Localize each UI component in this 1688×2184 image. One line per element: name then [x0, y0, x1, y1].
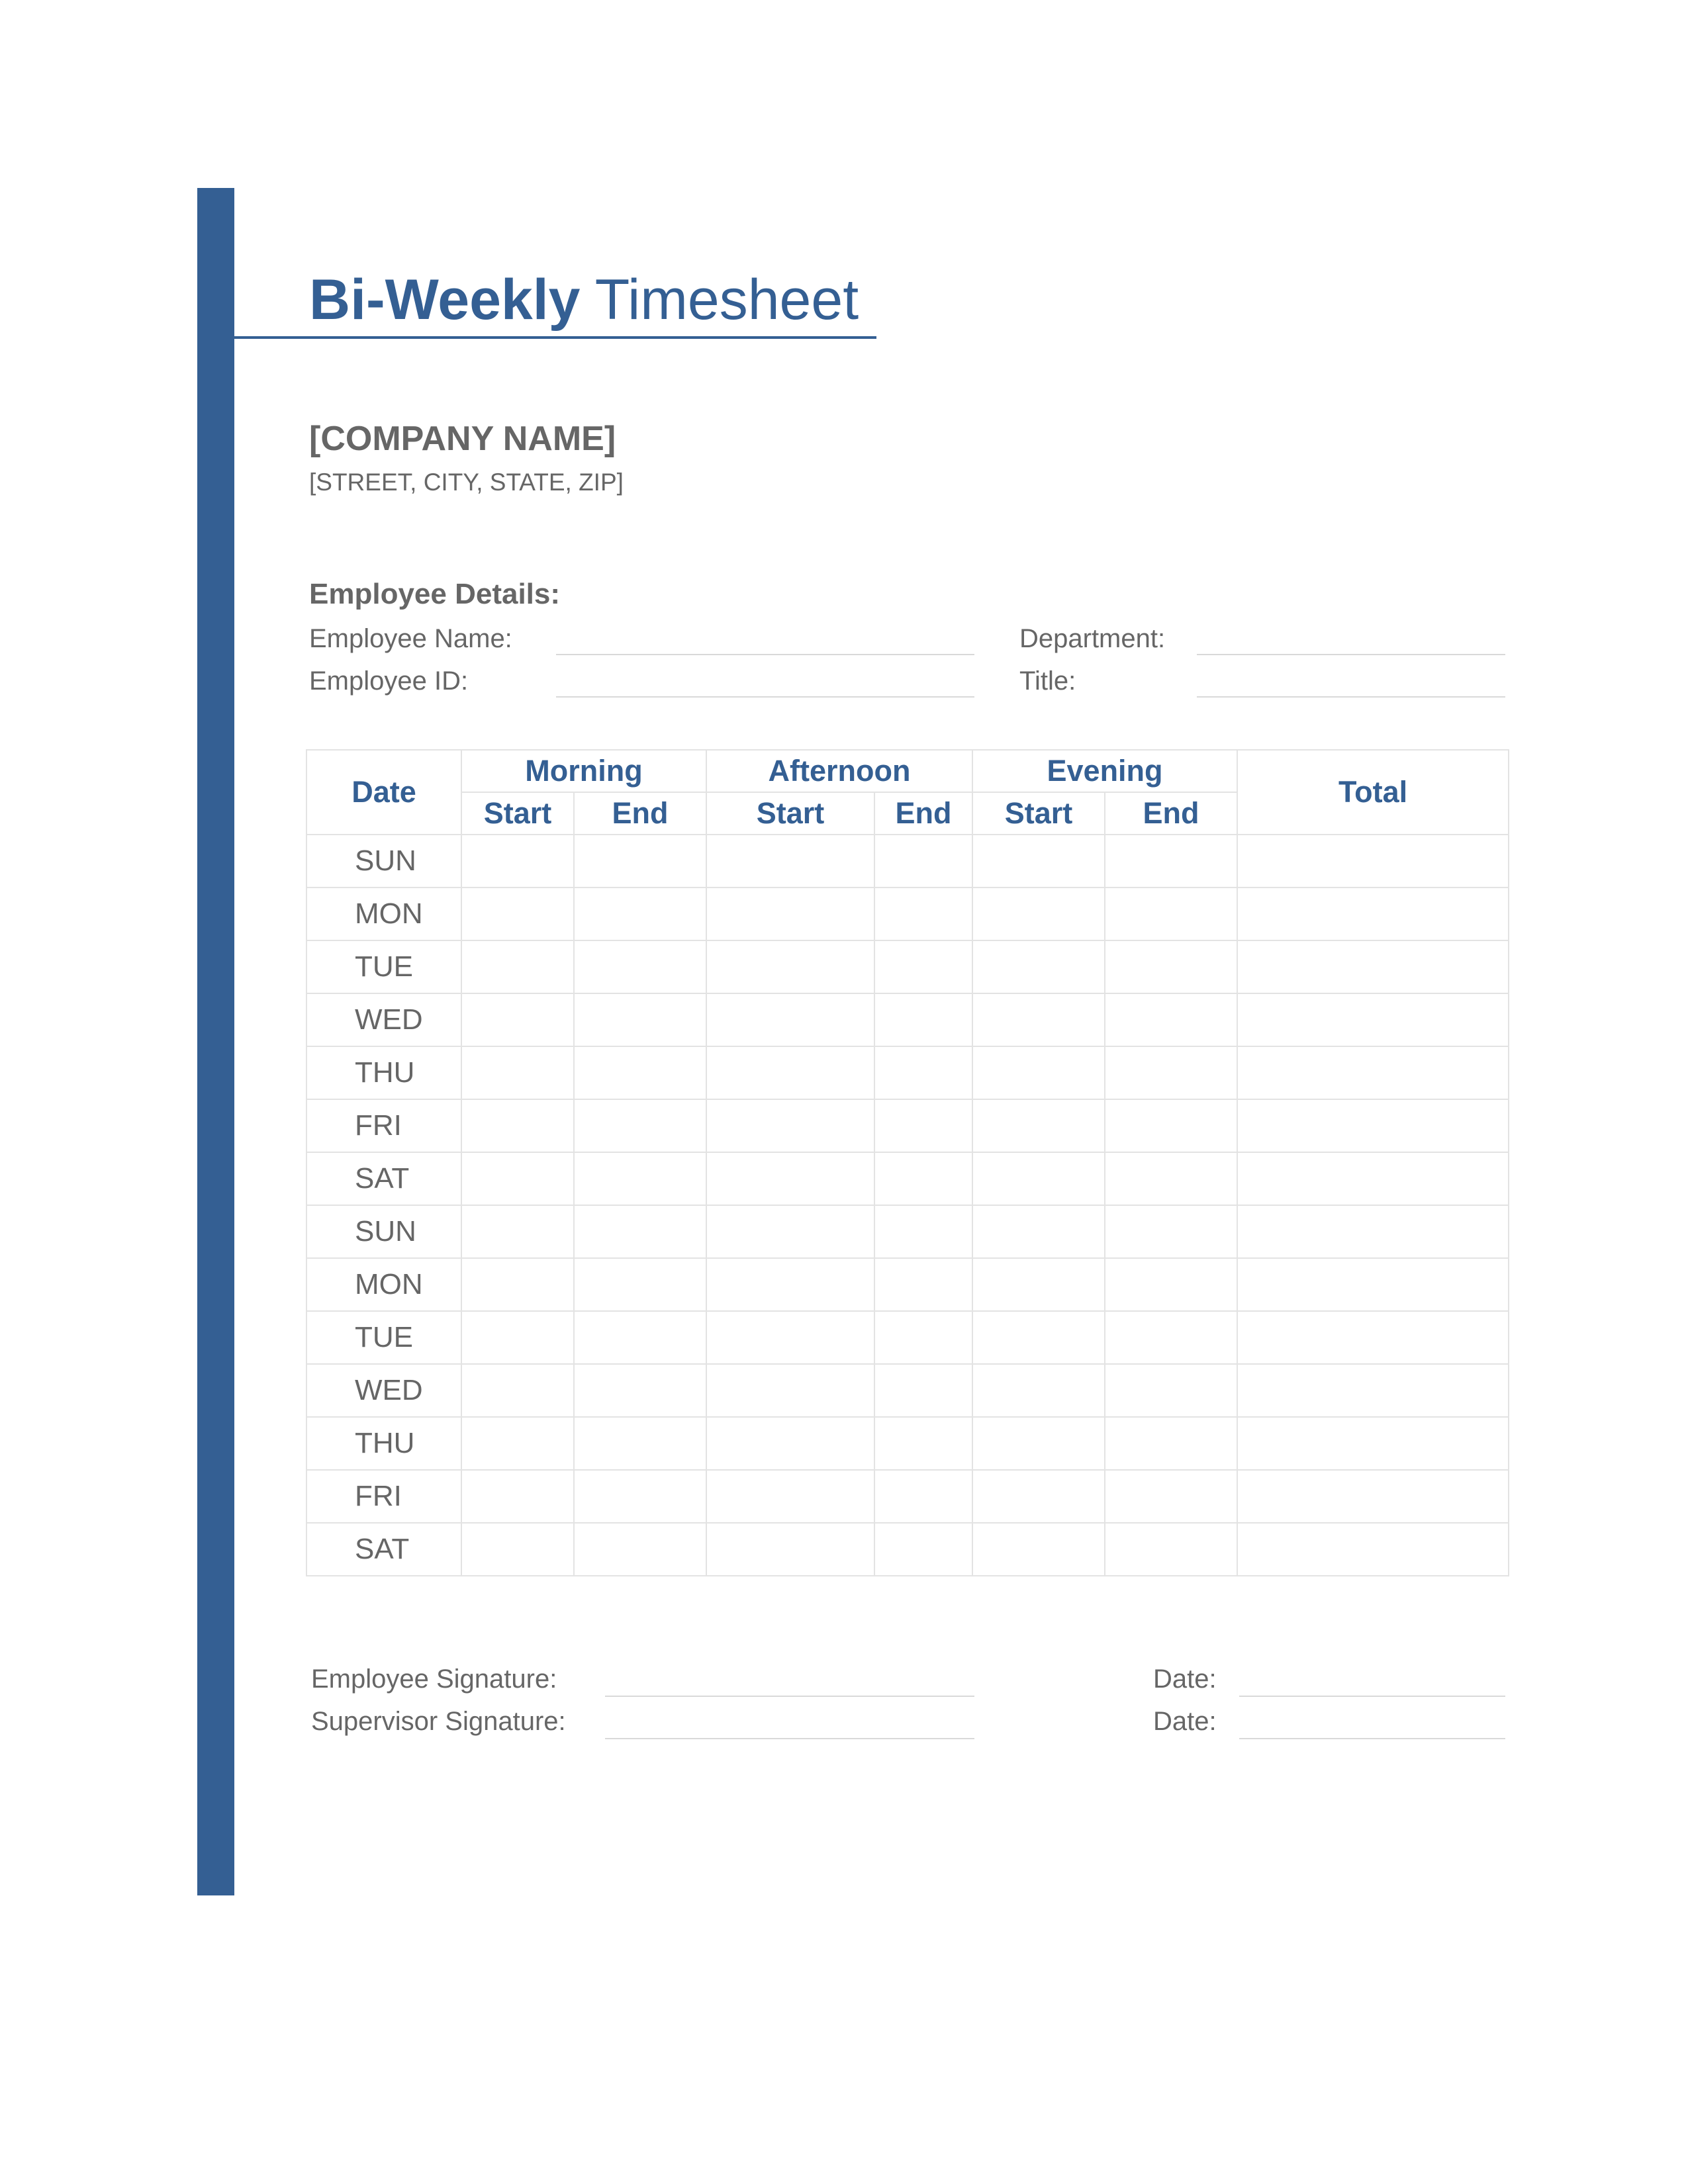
- evening-end-cell[interactable]: [1105, 1205, 1237, 1258]
- evening-start-cell[interactable]: [972, 993, 1105, 1046]
- evening-end-cell[interactable]: [1105, 1258, 1237, 1311]
- afternoon-start-cell[interactable]: [706, 1152, 874, 1205]
- total-cell[interactable]: [1237, 940, 1509, 993]
- morning-end-cell[interactable]: [574, 1417, 706, 1470]
- table-row: [306, 993, 1509, 1046]
- total-cell[interactable]: [1237, 1258, 1509, 1311]
- day-cell: SUN: [306, 1205, 461, 1258]
- department-label: Department:: [1019, 624, 1166, 653]
- employee-date-label: Date:: [1153, 1664, 1217, 1694]
- total-cell[interactable]: [1237, 1417, 1509, 1470]
- afternoon-start-cell[interactable]: [706, 940, 874, 993]
- afternoon-end-cell[interactable]: [874, 1523, 972, 1576]
- afternoon-start-cell[interactable]: [706, 1046, 874, 1099]
- evening-end-cell[interactable]: [1105, 887, 1237, 940]
- morning-start-cell[interactable]: [461, 1099, 574, 1152]
- afternoon-start-cell[interactable]: [706, 1417, 874, 1470]
- total-cell[interactable]: [1237, 1152, 1509, 1205]
- morning-end-header: End: [574, 792, 706, 835]
- evening-start-header: Start: [972, 792, 1105, 835]
- employee-date-field[interactable]: [1239, 1696, 1505, 1697]
- day-cell: SAT: [306, 1152, 461, 1205]
- afternoon-start-cell[interactable]: [706, 1470, 874, 1523]
- day-cell: MON: [306, 887, 461, 940]
- morning-start-cell[interactable]: [461, 1258, 574, 1311]
- employee-id-label: Employee ID:: [309, 666, 469, 696]
- evening-start-cell[interactable]: [972, 940, 1105, 993]
- evening-header: Evening: [972, 750, 1237, 792]
- company-name: [COMPANY NAME]: [309, 420, 616, 458]
- table-row: [306, 1311, 1509, 1364]
- afternoon-end-cell[interactable]: [874, 993, 972, 1046]
- afternoon-start-cell[interactable]: [706, 1311, 874, 1364]
- morning-end-cell[interactable]: [574, 993, 706, 1046]
- evening-end-cell[interactable]: [1105, 1046, 1237, 1099]
- supervisor-signature-label: Supervisor Signature:: [311, 1707, 566, 1736]
- morning-end-cell[interactable]: [574, 887, 706, 940]
- morning-start-cell[interactable]: [461, 887, 574, 940]
- morning-start-cell[interactable]: [461, 940, 574, 993]
- evening-start-cell[interactable]: [972, 1417, 1105, 1470]
- total-cell[interactable]: [1237, 1099, 1509, 1152]
- morning-end-cell[interactable]: [574, 1258, 706, 1311]
- total-cell[interactable]: [1237, 1046, 1509, 1099]
- afternoon-end-cell[interactable]: [874, 1364, 972, 1417]
- table-row: [306, 1523, 1509, 1576]
- day-cell: SAT: [306, 1523, 461, 1576]
- evening-end-cell[interactable]: [1105, 1099, 1237, 1152]
- evening-start-cell[interactable]: [972, 1311, 1105, 1364]
- employee-signature-field[interactable]: [605, 1696, 974, 1697]
- title-regular: Timesheet: [580, 268, 859, 332]
- afternoon-end-header: End: [874, 792, 972, 835]
- day-cell: FRI: [306, 1099, 461, 1152]
- afternoon-end-cell[interactable]: [874, 1417, 972, 1470]
- morning-header: Morning: [461, 750, 706, 792]
- morning-start-cell[interactable]: [461, 835, 574, 887]
- supervisor-date-field[interactable]: [1239, 1738, 1505, 1739]
- evening-end-cell[interactable]: [1105, 940, 1237, 993]
- day-cell: TUE: [306, 1311, 461, 1364]
- table-row: [306, 1417, 1509, 1470]
- employee-name-label: Employee Name:: [309, 624, 512, 653]
- total-header: Total: [1237, 750, 1509, 835]
- morning-end-cell[interactable]: [574, 1523, 706, 1576]
- day-cell: FRI: [306, 1470, 461, 1523]
- day-cell: MON: [306, 1258, 461, 1311]
- afternoon-start-cell[interactable]: [706, 887, 874, 940]
- evening-start-cell[interactable]: [972, 1152, 1105, 1205]
- table-row: [306, 1258, 1509, 1311]
- evening-end-header: End: [1105, 792, 1237, 835]
- table-row: [306, 1205, 1509, 1258]
- evening-end-cell[interactable]: [1105, 1523, 1237, 1576]
- morning-start-cell[interactable]: [461, 1205, 574, 1258]
- table-row: [306, 1046, 1509, 1099]
- supervisor-signature-field[interactable]: [605, 1738, 974, 1739]
- table-row: [306, 887, 1509, 940]
- total-cell[interactable]: [1237, 835, 1509, 887]
- evening-start-cell[interactable]: [972, 1364, 1105, 1417]
- date-header: Date: [306, 750, 461, 835]
- evening-end-cell[interactable]: [1105, 835, 1237, 887]
- afternoon-start-cell[interactable]: [706, 1205, 874, 1258]
- title-underline: [234, 336, 876, 339]
- afternoon-end-cell[interactable]: [874, 1258, 972, 1311]
- morning-start-cell[interactable]: [461, 1046, 574, 1099]
- evening-start-cell[interactable]: [972, 1470, 1105, 1523]
- morning-end-cell[interactable]: [574, 1364, 706, 1417]
- afternoon-start-cell[interactable]: [706, 835, 874, 887]
- evening-end-cell[interactable]: [1105, 1152, 1237, 1205]
- morning-end-cell[interactable]: [574, 940, 706, 993]
- title-bold: Bi-Weekly: [309, 268, 581, 332]
- evening-end-cell[interactable]: [1105, 1311, 1237, 1364]
- timesheet-table: [306, 749, 1509, 1576]
- evening-end-cell[interactable]: [1105, 1364, 1237, 1417]
- evening-start-cell[interactable]: [972, 1523, 1105, 1576]
- morning-end-cell[interactable]: [574, 1311, 706, 1364]
- morning-start-header: Start: [461, 792, 574, 835]
- morning-start-cell[interactable]: [461, 1364, 574, 1417]
- morning-start-cell[interactable]: [461, 1470, 574, 1523]
- table-header-row: [306, 750, 1509, 792]
- table-row: [306, 1152, 1509, 1205]
- employee-details-heading: Employee Details:: [309, 578, 561, 610]
- total-cell[interactable]: [1237, 887, 1509, 940]
- afternoon-end-cell[interactable]: [874, 940, 972, 993]
- evening-end-cell[interactable]: [1105, 1417, 1237, 1470]
- day-cell: THU: [306, 1417, 461, 1470]
- evening-start-cell[interactable]: [972, 1046, 1105, 1099]
- employee-signature-label: Employee Signature:: [311, 1664, 557, 1694]
- afternoon-start-cell[interactable]: [706, 1258, 874, 1311]
- morning-start-cell[interactable]: [461, 1523, 574, 1576]
- evening-start-cell[interactable]: [972, 835, 1105, 887]
- department-field[interactable]: [1197, 654, 1505, 655]
- afternoon-start-cell[interactable]: [706, 1364, 874, 1417]
- morning-start-cell[interactable]: [461, 1417, 574, 1470]
- afternoon-end-cell[interactable]: [874, 1205, 972, 1258]
- day-cell: WED: [306, 993, 461, 1046]
- total-cell[interactable]: [1237, 1311, 1509, 1364]
- afternoon-end-cell[interactable]: [874, 1152, 972, 1205]
- morning-end-cell[interactable]: [574, 1470, 706, 1523]
- total-cell[interactable]: [1237, 1364, 1509, 1417]
- day-cell: THU: [306, 1046, 461, 1099]
- morning-start-cell[interactable]: [461, 993, 574, 1046]
- afternoon-end-cell[interactable]: [874, 887, 972, 940]
- timesheet-body: [306, 835, 1509, 1576]
- title-field[interactable]: [1197, 696, 1505, 698]
- morning-end-cell[interactable]: [574, 835, 706, 887]
- table-row: [306, 940, 1509, 993]
- table-row: [306, 1470, 1509, 1523]
- afternoon-end-cell[interactable]: [874, 1311, 972, 1364]
- evening-end-cell[interactable]: [1105, 1470, 1237, 1523]
- morning-end-cell[interactable]: [574, 1046, 706, 1099]
- table-row: [306, 1364, 1509, 1417]
- table-row: [306, 1099, 1509, 1152]
- day-cell: TUE: [306, 940, 461, 993]
- supervisor-date-label: Date:: [1153, 1707, 1217, 1736]
- afternoon-start-cell[interactable]: [706, 993, 874, 1046]
- title-label: Title:: [1019, 666, 1076, 696]
- company-address: [STREET, CITY, STATE, ZIP]: [309, 469, 624, 496]
- total-cell[interactable]: [1237, 1470, 1509, 1523]
- sidebar-accent-bar: [197, 188, 234, 1895]
- afternoon-header: Afternoon: [706, 750, 972, 792]
- evening-start-cell[interactable]: [972, 1258, 1105, 1311]
- day-cell: SUN: [306, 835, 461, 887]
- evening-end-cell[interactable]: [1105, 993, 1237, 1046]
- morning-start-cell[interactable]: [461, 1152, 574, 1205]
- afternoon-end-cell[interactable]: [874, 1470, 972, 1523]
- page-title: [309, 263, 859, 336]
- evening-start-cell[interactable]: [972, 1205, 1105, 1258]
- table-row: [306, 835, 1509, 887]
- morning-end-cell[interactable]: [574, 1099, 706, 1152]
- afternoon-start-cell[interactable]: [706, 1523, 874, 1576]
- morning-start-cell[interactable]: [461, 1311, 574, 1364]
- day-cell: WED: [306, 1364, 461, 1417]
- total-cell[interactable]: [1237, 1523, 1509, 1576]
- afternoon-start-cell[interactable]: [706, 1099, 874, 1152]
- afternoon-end-cell[interactable]: [874, 1046, 972, 1099]
- afternoon-start-header: Start: [706, 792, 874, 835]
- morning-end-cell[interactable]: [574, 1152, 706, 1205]
- employee-name-field[interactable]: [556, 654, 974, 655]
- evening-start-cell[interactable]: [972, 887, 1105, 940]
- total-cell[interactable]: [1237, 993, 1509, 1046]
- afternoon-end-cell[interactable]: [874, 1099, 972, 1152]
- total-cell[interactable]: [1237, 1205, 1509, 1258]
- evening-start-cell[interactable]: [972, 1099, 1105, 1152]
- afternoon-end-cell[interactable]: [874, 835, 972, 887]
- morning-end-cell[interactable]: [574, 1205, 706, 1258]
- employee-id-field[interactable]: [556, 696, 974, 698]
